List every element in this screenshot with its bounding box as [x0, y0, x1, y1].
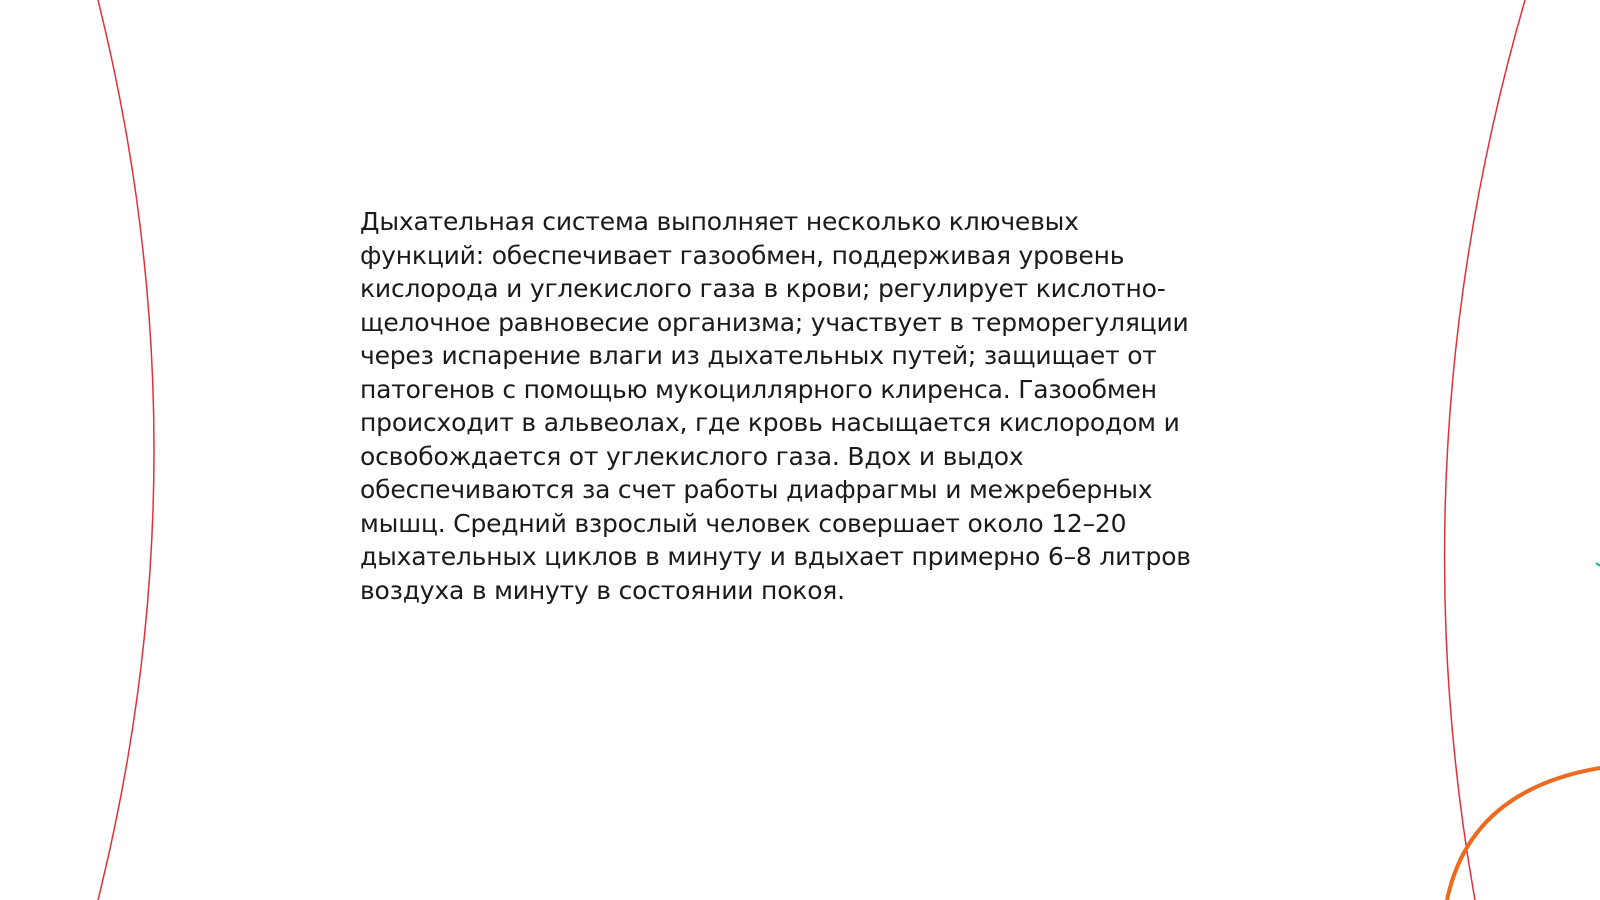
- paragraph-line: через испарение влаги из дыхательных путей; защищает от: [360, 341, 1157, 370]
- paragraph-line: функций: обеспечивает газообмен, поддерживая уровень: [360, 240, 1125, 270]
- body-paragraph: [360, 205, 1240, 607]
- right-red-arc: [1445, 0, 1525, 900]
- paragraph-line: Дыхательная система выполняет несколько ключевых: [360, 207, 1079, 236]
- right-edge-teal-mark: [1596, 563, 1600, 566]
- paragraph-line: происходит в альвеолах, где кровь насыщается кислородом и: [360, 408, 1180, 437]
- paragraph-line: воздуха в минуту в состоянии покоя.: [360, 575, 845, 605]
- paragraph-line: мышц. Средний взрослый человек совершает около 12–20: [360, 508, 1127, 538]
- paragraph-line: освобождается от углекислого газа. Вдох и выдох: [360, 441, 1024, 471]
- bottom-right-orange-arc: [1447, 768, 1600, 900]
- paragraph-line: обеспечиваются за счет работы диафрагмы и межреберных: [360, 475, 1153, 504]
- paragraph-line: патогенов с помощью мукоциллярного клиренса. Газообмен: [360, 374, 1157, 404]
- paragraph-line: кислорода и углекислого газа в крови; регулирует кислотно-: [360, 274, 1166, 303]
- paragraph-line: щелочное равновесие организма; участвует в терморегуляции: [360, 307, 1189, 337]
- paragraph-line: дыхательных циклов в минуту и вдыхает примерно 6–8 литров: [360, 542, 1191, 571]
- left-red-arc: [98, 0, 154, 900]
